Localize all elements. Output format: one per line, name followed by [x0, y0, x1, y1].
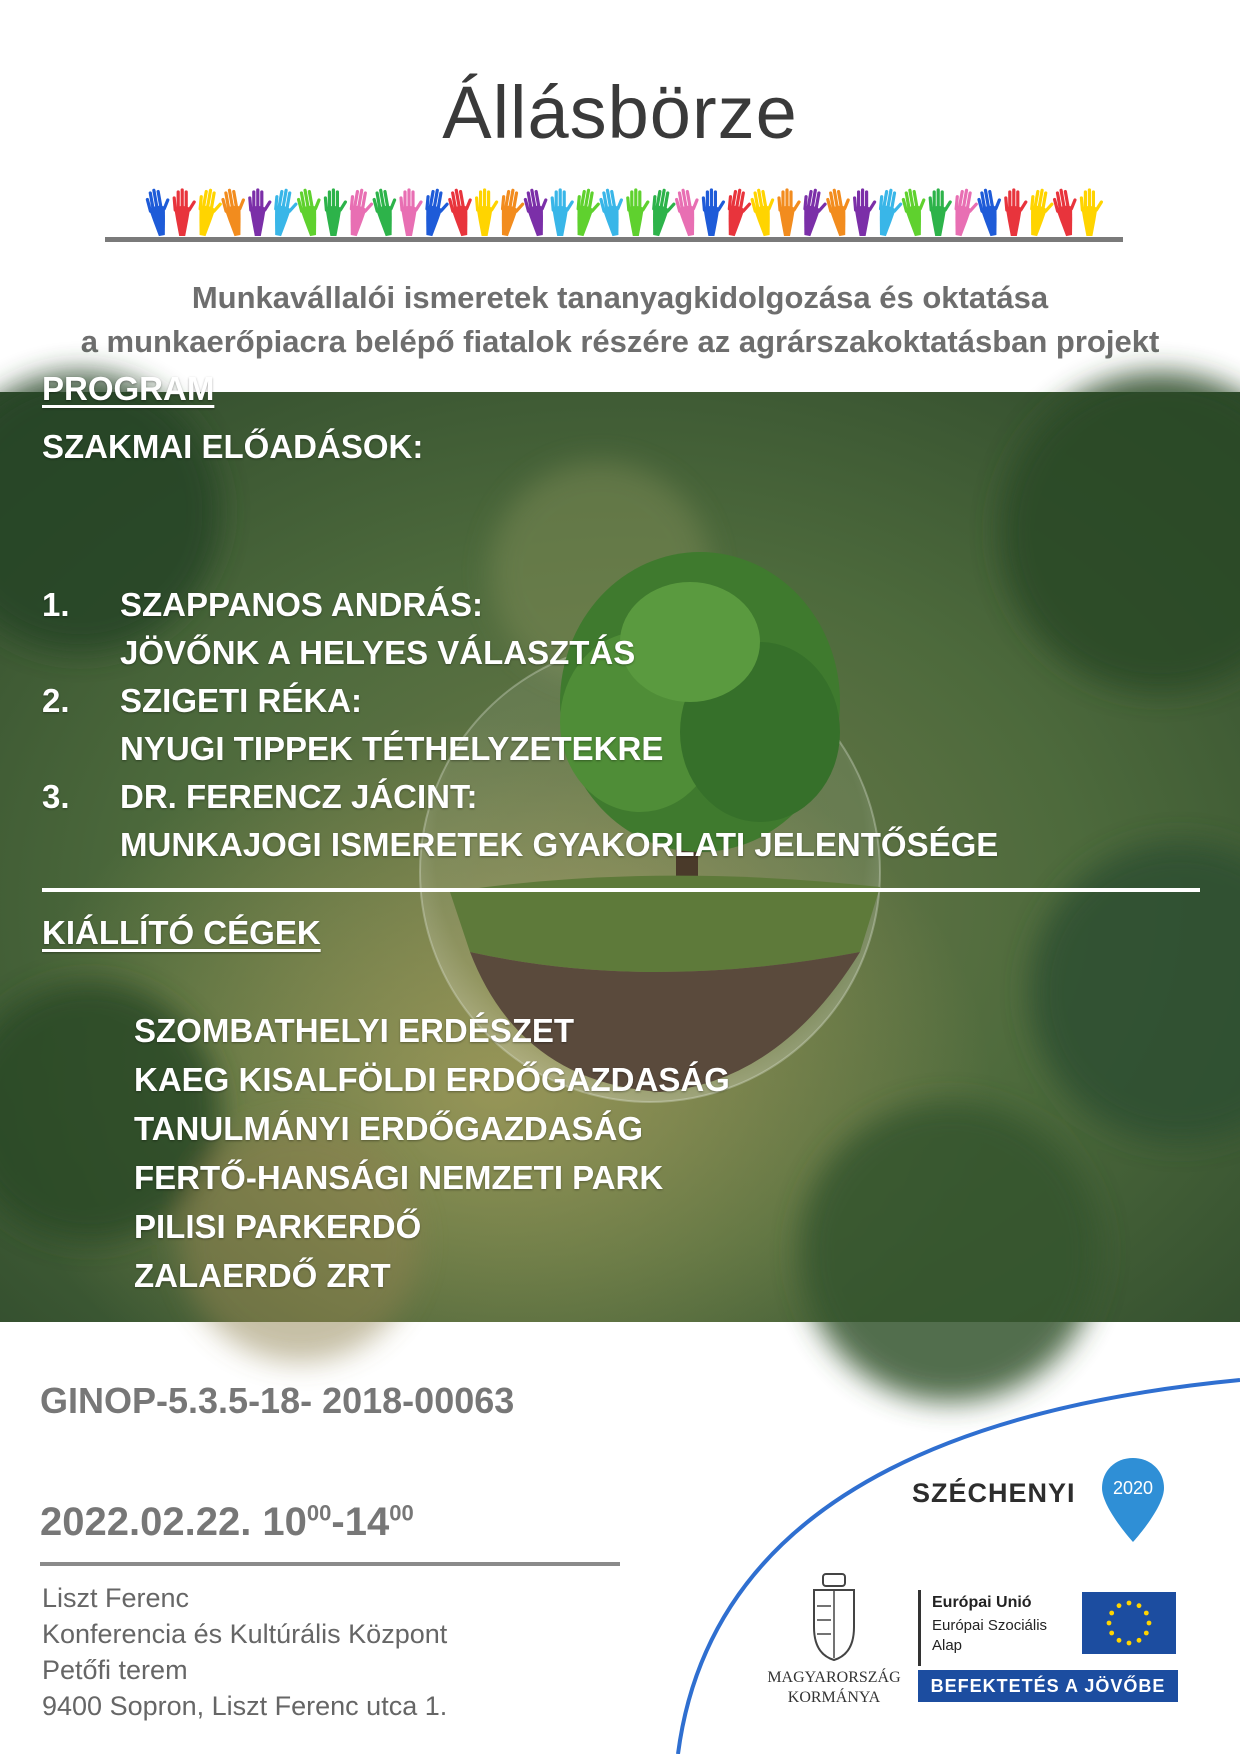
section-divider — [42, 888, 1200, 892]
eu-star-icon — [1109, 1631, 1114, 1636]
lecture-3-topic: MUNKAJOGI ISMERETEK GYAKORLATI JELENTŐSÉGE — [120, 826, 999, 863]
exhibitor-item: SZOMBATHELYI ERDÉSZET — [134, 1012, 575, 1049]
hand-icon — [779, 190, 799, 236]
hand-icon — [325, 190, 345, 236]
eu-logo-bar — [918, 1590, 921, 1666]
end-hour: -14 — [331, 1500, 390, 1544]
eu-line-3: Alap — [932, 1637, 963, 1654]
hand-icon — [146, 188, 174, 237]
hand-icon — [826, 188, 854, 237]
raised-hands-banner — [145, 178, 1105, 238]
start-minutes: 00 — [306, 1500, 332, 1526]
venue-line-3: Petőfi terem — [42, 1655, 188, 1685]
eu-logo — [918, 1590, 1174, 1670]
exhibitor-item: PILISI PARKERDŐ — [134, 1208, 422, 1245]
hand-icon — [448, 188, 476, 237]
project-subtitle — [0, 276, 1240, 364]
forest-globe-photo — [0, 370, 1240, 1322]
gov-line-2: KORMÁNYA — [787, 1689, 881, 1706]
eu-line-1: Európai Unió — [932, 1594, 1032, 1611]
hand-icon — [902, 188, 930, 237]
hand-icon — [270, 189, 298, 238]
hand-icon — [174, 190, 194, 236]
lecture-1-speaker: SZAPPANOS ANDRÁS: — [120, 586, 484, 623]
exhibitors-heading: KIÁLLÍTÓ CÉGEK — [42, 914, 321, 951]
eu-star-icon — [1144, 1631, 1149, 1636]
end-minutes: 00 — [389, 1500, 414, 1526]
hand-icon — [628, 190, 648, 236]
eu-star-icon — [1107, 1621, 1112, 1626]
coat-of-arms-icon — [809, 1572, 859, 1662]
hand-icon — [401, 190, 421, 236]
hungarian-government-logo — [764, 1572, 904, 1708]
hand-icon — [855, 190, 875, 236]
hand-icon — [648, 189, 676, 238]
eu-line-2: Európai Szociális — [932, 1617, 1048, 1634]
lectures-heading: SZAKMAI ELŐADÁSOK: — [42, 428, 424, 465]
hand-icon — [222, 188, 250, 237]
hand-icon — [573, 189, 601, 238]
lecture-3-number: 3. — [42, 778, 70, 815]
hand-icon — [297, 188, 325, 237]
venue-address — [42, 1580, 447, 1724]
hand-icon — [477, 190, 497, 236]
hand-icon — [1053, 188, 1081, 237]
szechenyi-2020-pin-icon — [1100, 1456, 1166, 1546]
subtitle-line-2: a munkaerőpiacra belépő fiatalok részére az agrárszakoktatásban projekt — [80, 324, 1160, 359]
exhibitor-item: ZALAERDŐ ZRT — [134, 1257, 391, 1294]
hand-icon — [373, 188, 401, 237]
hand-icon — [724, 189, 752, 238]
hand-icon — [751, 188, 779, 237]
eu-subtext — [932, 1616, 1047, 1656]
hand-icon — [552, 190, 572, 236]
hand-icon — [703, 190, 723, 236]
lecture-1-topic: JÖVŐNK A HELYES VÁLASZTÁS — [120, 634, 636, 671]
venue-line-4: 9400 Sopron, Liszt Ferenc utca 1. — [42, 1691, 448, 1721]
eu-star-icon — [1117, 1603, 1122, 1608]
hand-icon — [675, 188, 703, 237]
hand-icon — [1081, 190, 1101, 236]
eu-star-icon — [1137, 1603, 1142, 1608]
szechenyi-year: 2020 — [1112, 1478, 1154, 1498]
eu-flag-icon — [1082, 1592, 1176, 1654]
eu-star-icon — [1127, 1601, 1132, 1606]
hand-icon — [1026, 189, 1054, 238]
hand-icon — [524, 188, 552, 237]
lecture-2-number: 2. — [42, 682, 70, 719]
hand-icon — [600, 188, 628, 237]
event-date-time — [40, 1500, 414, 1545]
project-code: GINOP-5.3.5-18- 2018-00063 — [40, 1380, 515, 1421]
venue-line-2: Konferencia és Kultúrális Központ — [42, 1619, 448, 1649]
hand-icon — [1006, 190, 1026, 236]
event-date: 2022.02.22. 10 — [40, 1500, 307, 1544]
lecture-2-speaker: SZIGETI RÉKA: — [120, 682, 363, 719]
exhibitor-item: TANULMÁNYI ERDŐGAZDASÁG — [134, 1110, 644, 1147]
exhibitor-item: FERTŐ-HANSÁGI NEMZETI PARK — [134, 1159, 664, 1196]
subtitle-line-1: Munkavállalói ismeretek tananyagkidolgozása és oktatása — [191, 280, 1049, 315]
hand-icon — [978, 188, 1006, 237]
venue-line-1: Liszt Ferenc — [42, 1583, 190, 1613]
eu-star-icon — [1117, 1638, 1122, 1643]
eu-star-icon — [1144, 1611, 1149, 1616]
hand-icon — [799, 189, 827, 238]
eu-star-icon — [1137, 1638, 1142, 1643]
exhibitor-item: KAEG KISALFÖLDI ERDŐGAZDASÁG — [134, 1061, 730, 1098]
title-divider — [105, 237, 1123, 242]
hand-icon — [421, 189, 449, 238]
program-heading: PROGRAM — [42, 370, 215, 407]
szechenyi-logo-text: SZÉCHENYI — [912, 1478, 1076, 1508]
hand-icon — [875, 189, 903, 238]
eu-star-icon — [1147, 1621, 1152, 1626]
hand-icon — [195, 189, 223, 238]
hand-icon — [951, 189, 979, 238]
gov-line-1: MAGYARORSZÁG — [767, 1669, 901, 1686]
eu-star-icon — [1127, 1641, 1132, 1646]
hand-icon — [250, 190, 270, 236]
hand-icon — [346, 189, 374, 238]
lecture-1-number: 1. — [42, 586, 70, 623]
hand-icon — [930, 190, 950, 236]
date-divider — [40, 1562, 620, 1566]
eu-slogan-banner: BEFEKTETÉS A JÖVŐBE — [918, 1670, 1178, 1702]
lecture-3-speaker: DR. FERENCZ JÁCINT: — [120, 778, 478, 815]
eu-star-icon — [1109, 1611, 1114, 1616]
poster-title: Állásbörze — [442, 71, 798, 154]
lecture-2-topic: NYUGI TIPPEK TÉTHELYZETEKRE — [120, 730, 664, 767]
hand-icon — [497, 189, 525, 238]
